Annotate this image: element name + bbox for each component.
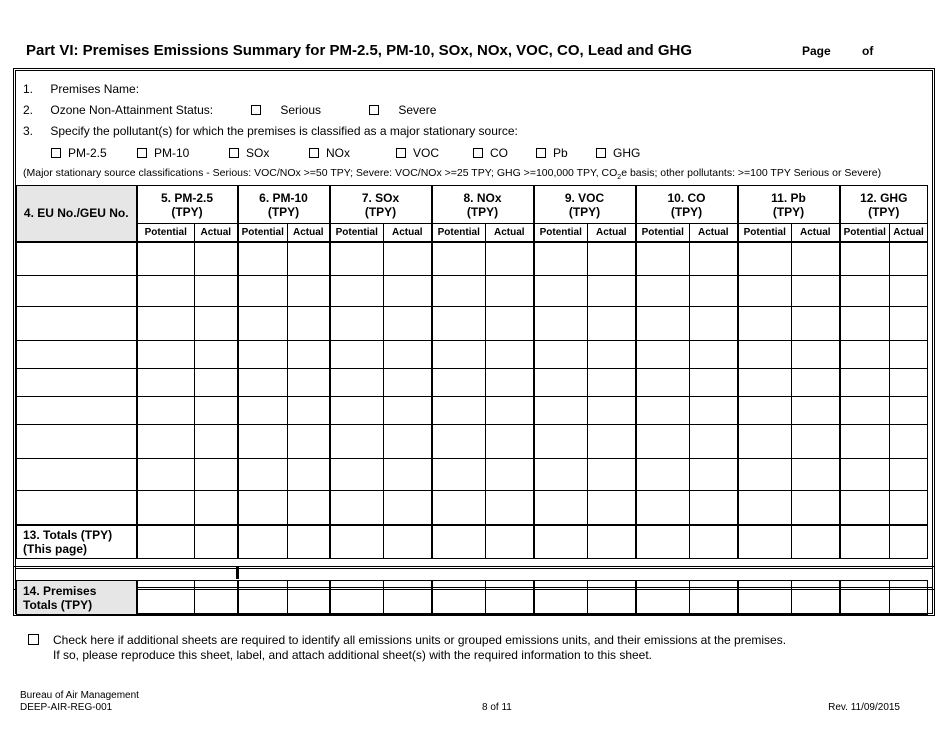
actual-cell[interactable] [486, 459, 534, 491]
potential-cell[interactable] [738, 491, 792, 525]
potential-cell[interactable] [238, 307, 288, 341]
footer-revision: Rev. 11/09/2015 [828, 702, 900, 713]
premises-total-cell[interactable] [330, 581, 384, 615]
actual-cell[interactable] [288, 491, 330, 525]
potential-header: Potential [330, 224, 384, 242]
actual-cell[interactable] [384, 341, 432, 369]
pollutant-header-name: 11. Pb [771, 190, 806, 205]
potential-cell[interactable] [137, 307, 195, 341]
actual-cell[interactable] [288, 369, 330, 397]
pollutant-header [137, 186, 238, 224]
total-cell[interactable] [792, 525, 840, 559]
premises-total-cell[interactable] [432, 581, 486, 615]
potential-cell[interactable] [432, 397, 486, 425]
total-cell[interactable] [288, 525, 330, 559]
total-cell[interactable] [137, 525, 195, 559]
actual-cell[interactable] [195, 307, 238, 341]
ghg-label: GHG [613, 146, 641, 160]
actual-cell[interactable] [384, 425, 432, 459]
potential-cell[interactable] [432, 491, 486, 525]
potential-cell[interactable] [636, 459, 690, 491]
total-cell[interactable] [384, 525, 432, 559]
pm25-label: PM-2.5 [68, 146, 107, 160]
potential-cell[interactable] [330, 459, 384, 491]
premises-info-section [16, 71, 932, 184]
actual-cell[interactable] [288, 276, 330, 307]
potential-cell[interactable] [137, 341, 195, 369]
potential-cell[interactable] [137, 242, 195, 276]
premises-totals-label [17, 581, 137, 615]
premises-total-cell[interactable] [738, 581, 792, 615]
actual-cell[interactable] [792, 459, 840, 491]
actual-cell[interactable] [384, 276, 432, 307]
potential-cell[interactable] [840, 276, 890, 307]
actual-cell[interactable] [890, 491, 928, 525]
potential-cell[interactable] [738, 425, 792, 459]
actual-cell[interactable] [486, 491, 534, 525]
actual-cell[interactable] [588, 276, 636, 307]
actual-cell[interactable] [588, 369, 636, 397]
totals-row [17, 525, 928, 559]
pollutant-header [534, 186, 636, 224]
pm25-checkbox[interactable] [51, 148, 61, 158]
premises-total-cell[interactable] [137, 581, 195, 615]
eu-number-header: 4. EU No./GEU No. [17, 186, 137, 242]
actual-cell[interactable] [384, 459, 432, 491]
potential-cell[interactable] [636, 491, 690, 525]
potential-cell[interactable] [330, 425, 384, 459]
potential-header: Potential [636, 224, 690, 242]
actual-cell[interactable] [588, 341, 636, 369]
actual-cell[interactable] [486, 425, 534, 459]
premises-totals-line1: 14. Premises [23, 583, 97, 598]
total-cell[interactable] [432, 525, 486, 559]
emissions-table [16, 185, 928, 559]
potential-cell[interactable] [738, 242, 792, 276]
actual-cell[interactable] [792, 491, 840, 525]
actual-cell[interactable] [486, 307, 534, 341]
pm10-label: PM-10 [154, 146, 190, 160]
potential-cell[interactable] [534, 397, 588, 425]
pm10-checkbox[interactable] [137, 148, 147, 158]
total-cell[interactable] [534, 525, 588, 559]
actual-cell[interactable] [486, 276, 534, 307]
potential-cell[interactable] [636, 341, 690, 369]
potential-cell[interactable] [840, 425, 890, 459]
actual-cell[interactable] [486, 341, 534, 369]
emissions-form-frame [13, 68, 935, 590]
actual-cell[interactable] [588, 242, 636, 276]
pollutant-header-unit: (TPY) [171, 204, 203, 219]
nox-checkbox[interactable] [309, 148, 319, 158]
eu-number-cell[interactable] [17, 276, 137, 307]
potential-cell[interactable] [238, 341, 288, 369]
potential-cell[interactable] [534, 242, 588, 276]
potential-cell[interactable] [636, 307, 690, 341]
total-cell[interactable] [738, 525, 792, 559]
actual-cell[interactable] [195, 491, 238, 525]
total-cell[interactable] [690, 525, 738, 559]
item3-number: 3. [23, 124, 34, 138]
potential-cell[interactable] [738, 397, 792, 425]
severe-checkbox[interactable] [369, 105, 379, 115]
potential-cell[interactable] [738, 307, 792, 341]
actual-cell[interactable] [792, 397, 840, 425]
eu-number-cell[interactable] [17, 491, 137, 525]
eu-number-cell[interactable] [17, 307, 137, 341]
pollutant-header-unit: (TPY) [670, 204, 703, 219]
potential-cell[interactable] [330, 369, 384, 397]
footer-form-id: DEEP-AIR-REG-001 [20, 702, 113, 713]
premises-name-label: Premises Name: [50, 82, 140, 96]
total-cell[interactable] [486, 525, 534, 559]
premises-totals-table [16, 580, 928, 615]
eu-number-cell[interactable] [17, 425, 137, 459]
potential-header: Potential [137, 224, 195, 242]
actual-cell[interactable] [384, 369, 432, 397]
potential-cell[interactable] [137, 491, 195, 525]
potential-cell[interactable] [432, 425, 486, 459]
actual-cell[interactable] [890, 307, 928, 341]
potential-cell[interactable] [238, 369, 288, 397]
actual-cell[interactable] [195, 341, 238, 369]
potential-cell[interactable] [840, 491, 890, 525]
actual-cell[interactable] [792, 242, 840, 276]
actual-cell[interactable] [588, 397, 636, 425]
actual-cell[interactable] [195, 369, 238, 397]
actual-cell[interactable] [486, 242, 534, 276]
major-source-label: Specify the pollutant(s) for which the premises is classified as a major stationary source: [50, 124, 518, 138]
of-label: of [862, 44, 874, 58]
potential-cell[interactable] [330, 242, 384, 276]
actual-header: Actual [890, 224, 928, 242]
footer-org: Bureau of Air Management [20, 690, 139, 701]
potential-cell[interactable] [432, 242, 486, 276]
premises-total-cell[interactable] [636, 581, 690, 615]
pollutant-header-name: 12. GHG [860, 190, 908, 205]
actual-cell[interactable] [792, 307, 840, 341]
actual-cell[interactable] [792, 369, 840, 397]
total-cell[interactable] [238, 525, 288, 559]
actual-cell[interactable] [288, 341, 330, 369]
serious-checkbox[interactable] [251, 105, 261, 115]
actual-cell[interactable] [890, 341, 928, 369]
potential-cell[interactable] [840, 397, 890, 425]
premises-total-cell[interactable] [792, 581, 840, 615]
actual-cell[interactable] [690, 369, 738, 397]
pollutant-header [330, 186, 432, 224]
table-row [17, 307, 928, 341]
table-row [17, 491, 928, 525]
potential-cell[interactable] [636, 425, 690, 459]
actual-cell[interactable] [588, 491, 636, 525]
potential-cell[interactable] [330, 341, 384, 369]
premises-total-cell[interactable] [486, 581, 534, 615]
actual-cell[interactable] [890, 369, 928, 397]
pollutant-header-name: 5. PM-2.5 [160, 190, 214, 205]
potential-cell[interactable] [534, 491, 588, 525]
actual-header: Actual [384, 224, 432, 242]
voc-checkbox[interactable] [396, 148, 406, 158]
actual-cell[interactable] [486, 369, 534, 397]
pollutant-header [238, 186, 330, 224]
additional-sheets-line1: Check here if additional sheets are required to identify all emissions units or grouped emissions units, and their emissions at the premises. [53, 633, 787, 647]
potential-header: Potential [432, 224, 486, 242]
actual-cell[interactable] [890, 425, 928, 459]
actual-cell[interactable] [690, 341, 738, 369]
actual-cell[interactable] [195, 397, 238, 425]
co-label: CO [490, 146, 508, 160]
pollutant-header-unit: (TPY) [772, 204, 805, 219]
footer-page-number: 8 of 11 [482, 702, 512, 713]
actual-cell[interactable] [792, 425, 840, 459]
potential-cell[interactable] [840, 307, 890, 341]
potential-cell[interactable] [636, 242, 690, 276]
potential-header: Potential [840, 224, 890, 242]
total-cell[interactable] [588, 525, 636, 559]
premises-totals-line2: Totals (TPY) [23, 597, 93, 612]
pb-label: Pb [553, 146, 568, 160]
actual-cell[interactable] [890, 397, 928, 425]
actual-cell[interactable] [690, 491, 738, 525]
actual-cell[interactable] [384, 307, 432, 341]
potential-cell[interactable] [238, 425, 288, 459]
potential-cell[interactable] [738, 459, 792, 491]
header [26, 42, 930, 62]
eu-number-cell[interactable] [17, 369, 137, 397]
table-row [17, 276, 928, 307]
actual-cell[interactable] [588, 459, 636, 491]
potential-cell[interactable] [636, 397, 690, 425]
actual-cell[interactable] [588, 425, 636, 459]
potential-cell[interactable] [636, 369, 690, 397]
actual-cell[interactable] [288, 397, 330, 425]
page-title: Part VI: Premises Emissions Summary for PM-2.5, PM-10, SOx, NOx, VOC, CO, Lead and GHG [26, 42, 693, 59]
potential-cell[interactable] [534, 369, 588, 397]
potential-cell[interactable] [137, 369, 195, 397]
pollutant-header-name: 9. VOC [564, 190, 605, 205]
potential-cell[interactable] [534, 341, 588, 369]
actual-cell[interactable] [195, 425, 238, 459]
premises-total-cell[interactable] [890, 581, 928, 615]
page-label: Page [802, 44, 831, 58]
potential-cell[interactable] [330, 397, 384, 425]
ozone-status-label: Ozone Non-Attainment Status: [50, 103, 214, 117]
potential-cell[interactable] [534, 307, 588, 341]
actual-cell[interactable] [288, 307, 330, 341]
potential-cell[interactable] [330, 491, 384, 525]
totals-label [17, 525, 137, 559]
premises-total-cell[interactable] [690, 581, 738, 615]
potential-cell[interactable] [534, 459, 588, 491]
actual-cell[interactable] [384, 242, 432, 276]
potential-cell[interactable] [432, 459, 486, 491]
actual-header: Actual [792, 224, 840, 242]
potential-cell[interactable] [636, 276, 690, 307]
eu-number-cell[interactable] [17, 341, 137, 369]
potential-cell[interactable] [238, 459, 288, 491]
actual-cell[interactable] [384, 491, 432, 525]
table-row [17, 397, 928, 425]
pollutant-header-unit: (TPY) [364, 204, 397, 219]
eu-number-cell[interactable] [17, 459, 137, 491]
pollutant-header-name: 6. PM-10 [259, 190, 308, 205]
potential-cell[interactable] [840, 369, 890, 397]
potential-cell[interactable] [738, 276, 792, 307]
pollutant-header [840, 186, 928, 224]
actual-header: Actual [690, 224, 738, 242]
actual-cell[interactable] [690, 307, 738, 341]
pollutant-header-unit: (TPY) [267, 204, 300, 219]
pb-checkbox[interactable] [536, 148, 546, 158]
potential-cell[interactable] [238, 491, 288, 525]
classification-note: (Major stationary source classifications - Serious: VOC/NOx >=50 TPY; Severe: VOC/NOx >=25 TPY; GHG >=100,000 TPY, $CO_2e$ basis; other pollutants: >=100 TPY Serious or Severe) [23, 167, 882, 182]
premises-total-cell[interactable] [534, 581, 588, 615]
total-cell[interactable] [890, 525, 928, 559]
severe-label: Severe [398, 103, 437, 117]
table-row [17, 425, 928, 459]
potential-cell[interactable] [238, 397, 288, 425]
table-row [17, 369, 928, 397]
table-row [17, 242, 928, 276]
item1-number: 1. [23, 82, 34, 96]
pollutant-header-name: 10. CO [667, 190, 706, 205]
pollutant-header [432, 186, 534, 224]
actual-cell[interactable] [195, 276, 238, 307]
actual-cell[interactable] [690, 397, 738, 425]
actual-cell[interactable] [690, 459, 738, 491]
premises-totals-frame [13, 566, 935, 616]
premises-total-cell[interactable] [588, 581, 636, 615]
potential-cell[interactable] [840, 341, 890, 369]
potential-cell[interactable] [432, 341, 486, 369]
sox-label: SOx [246, 146, 270, 160]
pollutant-header-unit: (TPY) [868, 204, 900, 219]
additional-sheets-checkbox[interactable] [28, 634, 39, 645]
actual-cell[interactable] [588, 307, 636, 341]
potential-cell[interactable] [534, 276, 588, 307]
actual-header: Actual [288, 224, 330, 242]
pollutant-header-name: 8. NOx [463, 190, 502, 205]
premises-total-cell[interactable] [840, 581, 890, 615]
serious-label: Serious [280, 103, 322, 117]
potential-cell[interactable] [840, 242, 890, 276]
potential-cell[interactable] [738, 341, 792, 369]
potential-cell[interactable] [238, 276, 288, 307]
premises-total-cell[interactable] [288, 581, 330, 615]
potential-header: Potential [534, 224, 588, 242]
potential-cell[interactable] [137, 397, 195, 425]
co-checkbox[interactable] [473, 148, 483, 158]
potential-cell[interactable] [738, 369, 792, 397]
pollutant-header [636, 186, 738, 224]
potential-header: Potential [738, 224, 792, 242]
premises-total-cell[interactable] [238, 581, 288, 615]
actual-cell[interactable] [288, 425, 330, 459]
sox-checkbox[interactable] [229, 148, 239, 158]
table-row [17, 341, 928, 369]
eu-number-cell[interactable] [17, 242, 137, 276]
pollutant-header-name: 7. SOx [361, 190, 400, 205]
total-cell[interactable] [195, 525, 238, 559]
potential-cell[interactable] [137, 425, 195, 459]
actual-header: Actual [486, 224, 534, 242]
actual-cell[interactable] [288, 459, 330, 491]
potential-cell[interactable] [137, 276, 195, 307]
total-cell[interactable] [636, 525, 690, 559]
actual-cell[interactable] [384, 397, 432, 425]
potential-cell[interactable] [330, 307, 384, 341]
voc-label: VOC [413, 146, 440, 160]
item2-number: 2. [23, 103, 34, 117]
table-row [17, 459, 928, 491]
potential-cell[interactable] [534, 425, 588, 459]
nox-label: NOx [326, 146, 350, 160]
actual-cell[interactable] [690, 425, 738, 459]
actual-cell[interactable] [890, 276, 928, 307]
eu-number-cell[interactable] [17, 397, 137, 425]
actual-cell[interactable] [690, 276, 738, 307]
premises-total-cell[interactable] [384, 581, 432, 615]
actual-cell[interactable] [195, 242, 238, 276]
potential-cell[interactable] [137, 459, 195, 491]
potential-cell[interactable] [432, 276, 486, 307]
potential-cell[interactable] [432, 307, 486, 341]
ghg-checkbox[interactable] [596, 148, 606, 158]
actual-cell[interactable] [792, 341, 840, 369]
pollutant-header-unit: (TPY) [568, 204, 601, 219]
totals-label-line1: 13. Totals (TPY) [23, 527, 113, 542]
actual-header: Actual [588, 224, 636, 242]
potential-cell[interactable] [330, 276, 384, 307]
actual-cell[interactable] [195, 459, 238, 491]
pollutant-header-unit: (TPY) [466, 204, 499, 219]
actual-cell[interactable] [890, 242, 928, 276]
total-cell[interactable] [840, 525, 890, 559]
additional-sheets-line2: If so, please reproduce this sheet, label, and attach additional sheet(s) with the required information to this sheet. [53, 648, 653, 662]
potential-cell[interactable] [840, 459, 890, 491]
actual-header: Actual [195, 224, 238, 242]
total-cell[interactable] [330, 525, 384, 559]
potential-cell[interactable] [238, 242, 288, 276]
actual-cell[interactable] [690, 242, 738, 276]
premises-total-cell[interactable] [195, 581, 238, 615]
potential-cell[interactable] [432, 369, 486, 397]
totals-label-line2: (This page) [23, 541, 88, 556]
actual-cell[interactable] [890, 459, 928, 491]
potential-header: Potential [238, 224, 288, 242]
actual-cell[interactable] [288, 242, 330, 276]
actual-cell[interactable] [792, 276, 840, 307]
actual-cell[interactable] [486, 397, 534, 425]
pollutant-header [738, 186, 840, 224]
